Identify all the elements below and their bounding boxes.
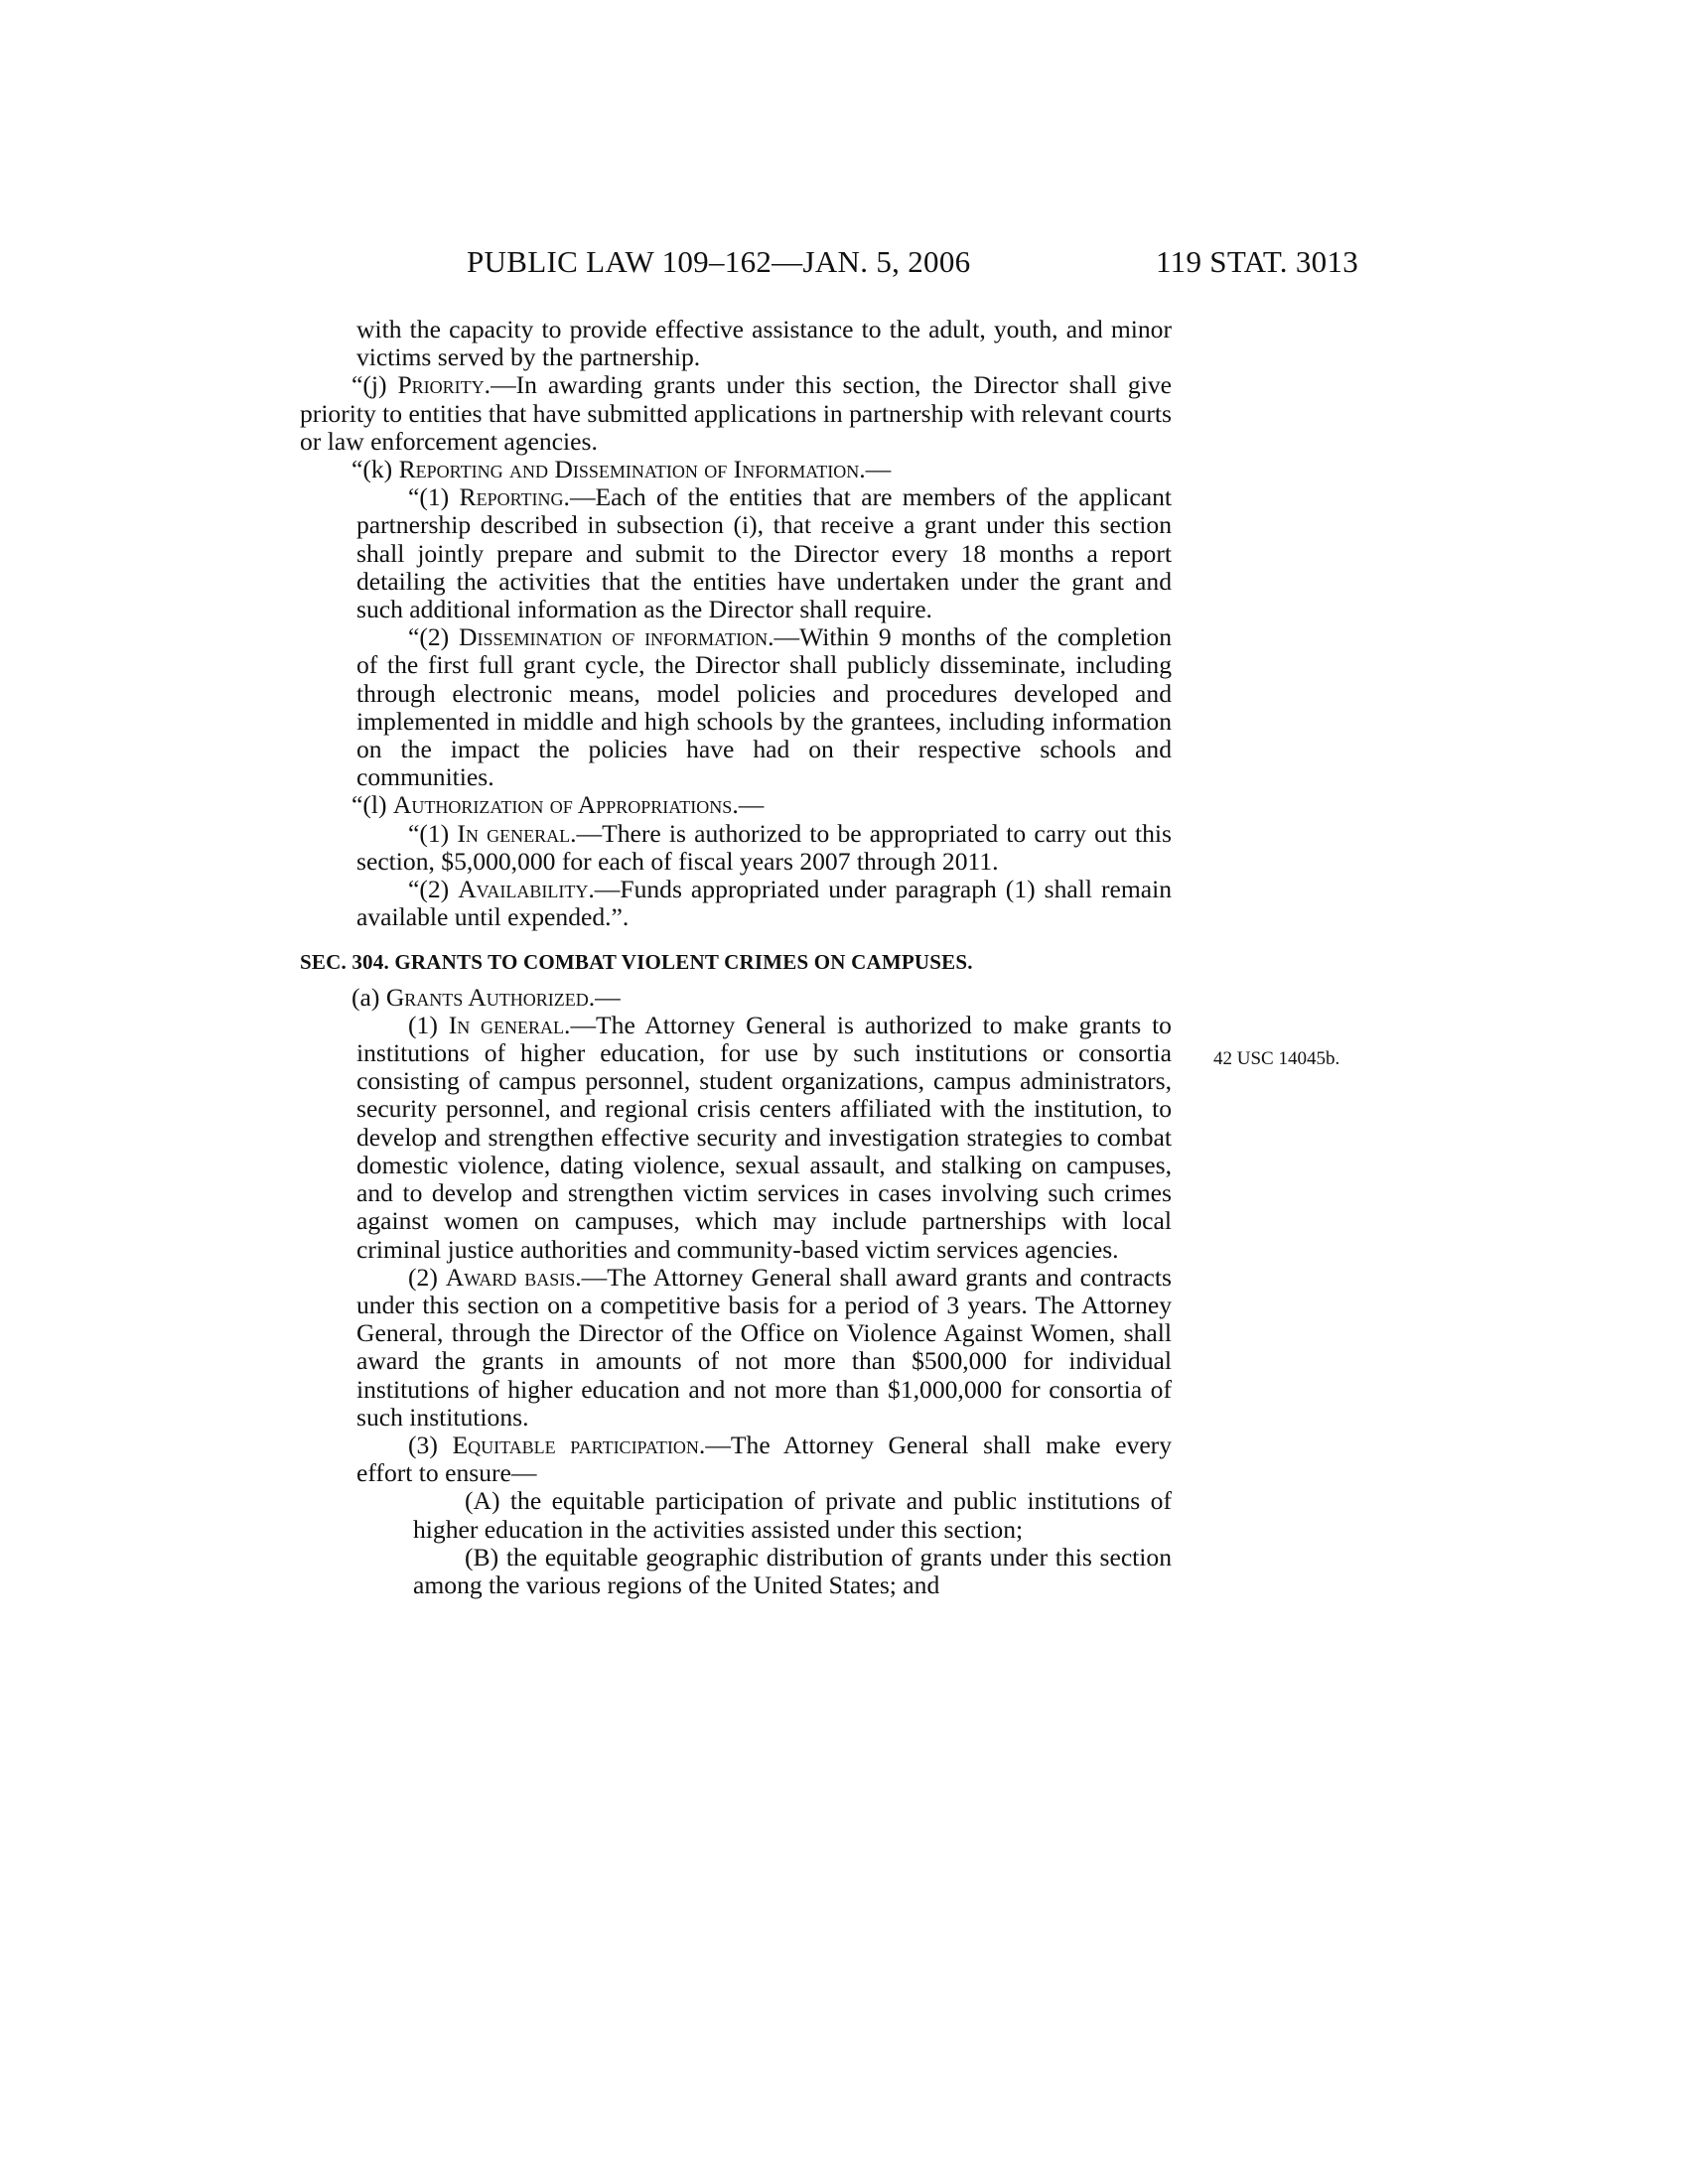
section-heading: SEC. 304. GRANTS TO COMBAT VIOLENT CRIMES ON CAMPUSES.	[300, 950, 973, 975]
paragraph-heading: Reporting	[459, 482, 564, 512]
paragraph-text: .—Funds appropriated under paragraph (1) shall remain available until expended.”.	[356, 875, 1173, 932]
subparagraph-text: (B) the equitable geographic distribution of grants under this section among the various regions of the United States; and	[413, 1542, 1172, 1599]
running-header-page: 119 STAT. 3013	[1156, 244, 1359, 279]
paragraph-number: (1)	[408, 1010, 449, 1039]
subparagraph-B	[300, 1544, 1172, 1599]
paragraph-l-2	[300, 876, 1172, 931]
subsection-dash: .—	[859, 455, 892, 484]
paragraph-text: .—The Attorney General shall award grants and contracts under this section on a competitive basis for a period of 3 years. The Attorney General, through the Director of the Office on Violence Against Women, shall award the grants in amounts of not more than $500,000 for individual institutions of higher education and not more than $1,000,000 for consortia of such institutions.	[356, 1262, 1172, 1432]
paragraph-a-2	[300, 1264, 1172, 1432]
paragraph-text: with the capacity to provide effective assistance to the adult, youth, and minor victims served by the partnership.	[356, 315, 1172, 372]
subsection-heading: Reporting and Dissemination of Information	[398, 455, 860, 484]
paragraph-heading: In general	[448, 1010, 565, 1039]
subsection-k	[300, 456, 1172, 483]
paragraph-heading: Equitable participation	[452, 1430, 699, 1459]
paragraph-heading: Award basis	[445, 1262, 576, 1292]
page-body	[300, 316, 1172, 1599]
paragraph-text: .—The Attorney General is authorized to make grants to institutions of higher education, for use by such institutions or consortia consisting of campus personnel, student organizations, campus administrators, security personnel, and regional crisis centers affiliated with the institution, to develop and strengthen effective security and investigation strategies to combat domestic violence, dating violence, sexual assault, and stalking on campuses, and to develop and strengthen victim services in cases involving such crimes against women on campuses, which may include partnerships with local criminal justice authorities and community-based victim services agencies.	[356, 1010, 1172, 1264]
subsection-heading: Grants Authorized	[385, 982, 589, 1012]
paragraph-number: “(1)	[408, 818, 458, 848]
paragraph-number: “(2)	[408, 875, 459, 904]
paragraph-text: .—The Attorney General shall make every effort to ensure—	[356, 1430, 1173, 1488]
paragraph-number: “(1)	[408, 482, 460, 512]
paragraph-number: “(2)	[408, 622, 459, 652]
subsection-number: “(k)	[352, 455, 399, 484]
paragraph-text: .—Each of the entities that are members of the applicant partnership described in subsection (i), that receive a grant under this section shall jointly prepare and submit to the Director every 18 months a report detailing the activities that the entities have undertaken under the grant and such additional information as the Director shall require.	[356, 482, 1173, 624]
subsection-number: (a)	[352, 982, 386, 1012]
paragraph-l-1	[300, 820, 1172, 876]
subsection-j	[300, 371, 1172, 456]
subparagraph-A	[300, 1487, 1172, 1543]
subparagraph-text: (A) the equitable participation of private and public institutions of higher education in the activities assisted under this section;	[413, 1486, 1172, 1544]
subsection-l	[300, 791, 1172, 819]
paragraph-k-2	[300, 623, 1172, 791]
subsection-number: “(l)	[352, 790, 393, 820]
running-header-title: PUBLIC LAW 109–162—JAN. 5, 2006	[467, 244, 971, 279]
paragraph-a-3	[300, 1432, 1172, 1487]
subsection-text: .—In awarding grants under this section, the Director shall give priority to entities that have submitted applications in partnership with relevant courts or law enforcement agencies.	[300, 370, 1172, 456]
subsection-dash: .—	[732, 790, 765, 820]
paragraph-k-1	[300, 483, 1172, 623]
paragraph-heading: Dissemination of information	[459, 622, 769, 652]
subsection-a	[300, 984, 1172, 1012]
subsection-number: “(j)	[352, 370, 398, 400]
margin-note-citation: 42 USC 14045b.	[1213, 1048, 1340, 1069]
subsection-heading: Priority	[397, 370, 485, 400]
paragraph-number: (2)	[408, 1262, 446, 1292]
paragraph-number: (3)	[408, 1430, 453, 1459]
paragraph-text: .—Within 9 months of the completion of the first full grant cycle, the Director shall publicly disseminate, including through electronic means, model policies and procedures developed and implemented in middle and high schools by the grantees, including information on the impact the policies have had on their respective schools and communities.	[356, 622, 1172, 792]
paragraph-continuation	[300, 316, 1172, 371]
subsection-heading: Authorization of Appropriations	[392, 790, 733, 820]
paragraph-heading: In general	[457, 818, 571, 848]
paragraph-heading: Availability	[458, 875, 589, 904]
paragraph-a-1	[300, 1012, 1172, 1264]
subsection-dash: .—	[588, 982, 621, 1012]
paragraph-text: .—There is authorized to be appropriated to carry out this section, $5,000,000 for each of fiscal years 2007 through 2011.	[356, 818, 1172, 876]
